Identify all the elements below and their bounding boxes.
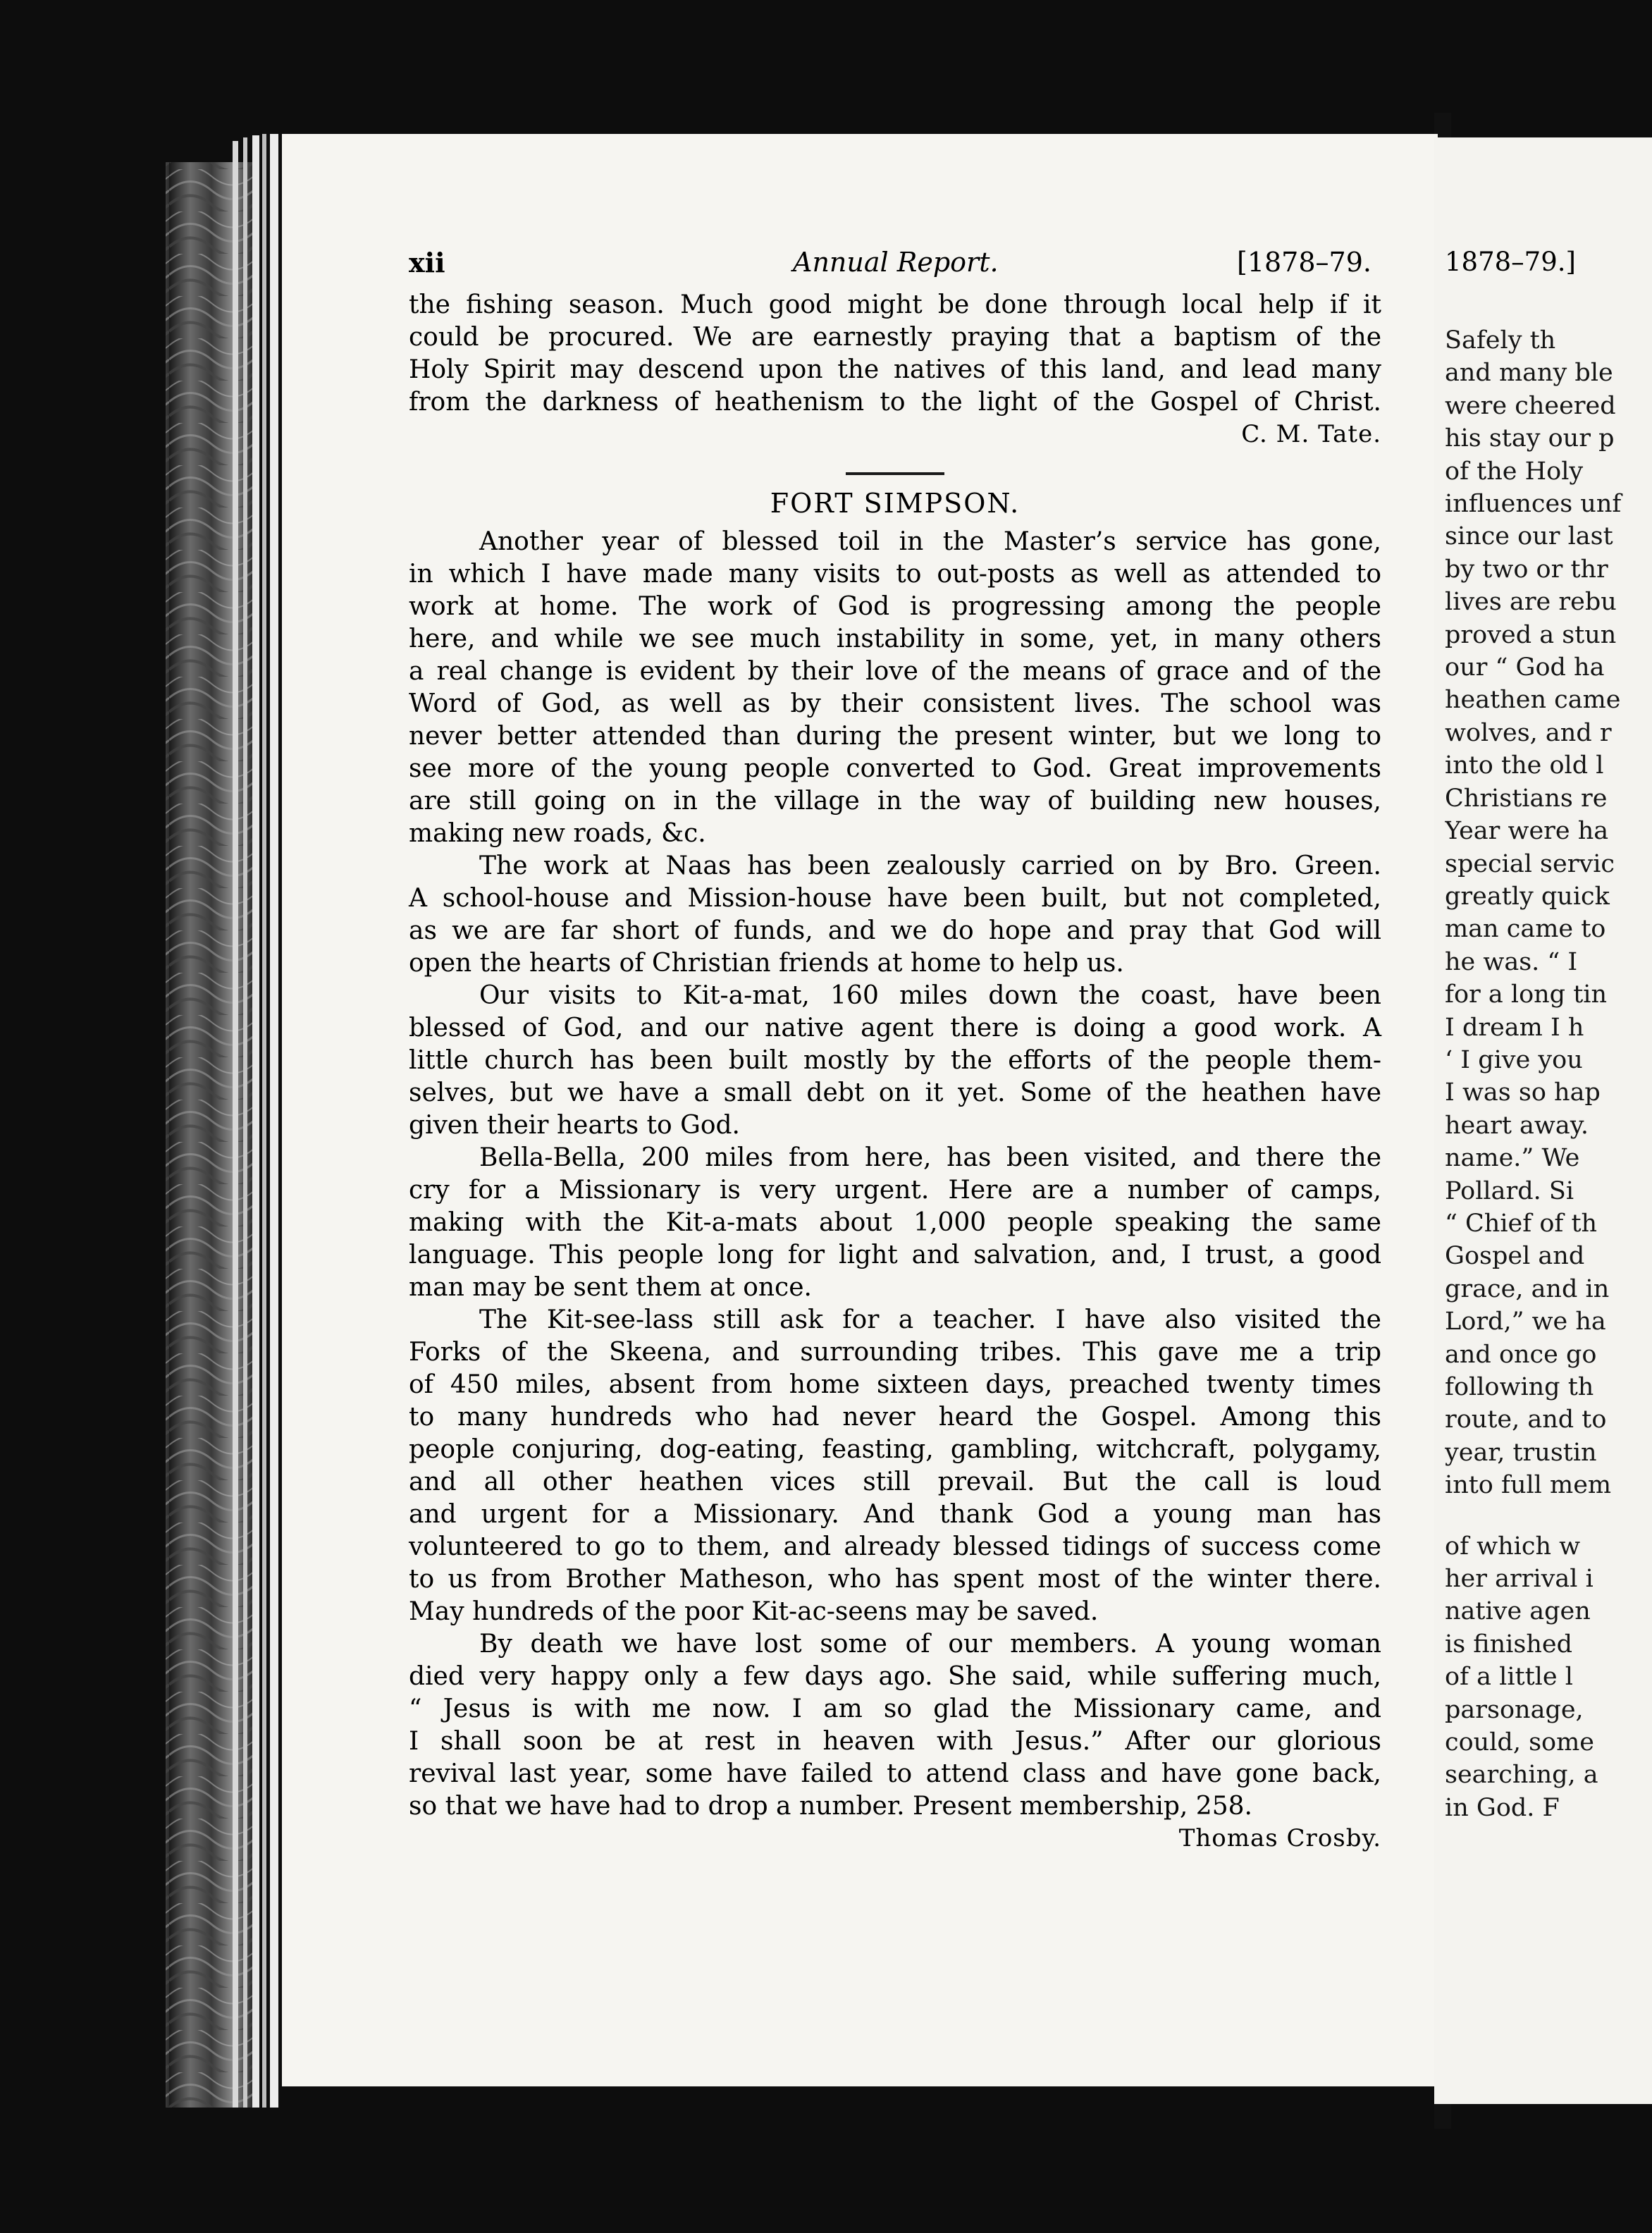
text-line: “ Jesus is with me now. I am so glad the Missionary came, and	[409, 1694, 1381, 1723]
signature-tate: C. M. Tate.	[1241, 420, 1381, 448]
paragraph-4	[409, 1142, 1381, 1304]
text-line: see more of the young people converted to God. Great improvements	[409, 754, 1381, 783]
text-line-fragment: native agen	[1445, 1597, 1591, 1626]
right-page-block-2	[1445, 1530, 1652, 1825]
header-year: [1878–79.	[1237, 247, 1371, 278]
text-line: language. This people long for light and salvation, and, I trust, a good	[409, 1241, 1381, 1269]
text-line: Word of God, as well as by their consistent lives. The school was	[409, 689, 1381, 718]
text-line-fragment: proved a stun	[1445, 620, 1617, 649]
text-line: Holy Spirit may descend upon the natives of this land, and lead many	[409, 355, 1381, 384]
text-line-fragment: into the old l	[1445, 751, 1604, 780]
text-line-fragment: influences unf	[1445, 490, 1622, 519]
text-line-fragment: year, trustin	[1445, 1438, 1597, 1467]
right-page-block-1	[1445, 324, 1652, 1502]
text-line-fragment: Year were ha	[1445, 817, 1609, 846]
text-line: to us from Brother Matheson, who has spent most of the winter there.	[409, 1565, 1381, 1594]
text-line-fragment: I was so hap	[1445, 1078, 1601, 1107]
text-line-fragment: of a little l	[1445, 1663, 1573, 1692]
text-line: so that we have had to drop a number. Present membership, 258.	[409, 1792, 1252, 1821]
text-line: given their hearts to God.	[409, 1111, 741, 1140]
text-line-fragment: searching, a	[1445, 1761, 1598, 1790]
text-line-fragment: I dream I h	[1445, 1013, 1584, 1042]
text-line-fragment: his stay our p	[1445, 424, 1615, 453]
right-page-content	[1445, 247, 1652, 1824]
text-line-fragment: “ Chief of th	[1445, 1209, 1598, 1238]
text-line: are still going on in the village in the way of building new houses,	[409, 787, 1381, 816]
text-line-fragment: and once go	[1445, 1340, 1597, 1369]
text-line-fragment: of which w	[1445, 1532, 1581, 1561]
text-line: The work at Naas has been zealously carried on by Bro. Green.	[479, 851, 1381, 880]
text-line: Another year of blessed toil in the Master’s service has gone,	[479, 527, 1381, 556]
text-line: died very happy only a few days ago. She said, while suffering much,	[409, 1662, 1381, 1691]
text-line-fragment: lives are rebu	[1445, 588, 1617, 617]
text-line: blessed of God, and our native agent there is doing a good work. A	[409, 1014, 1381, 1042]
text-line: a real change is evident by their love of the means of grace and of the	[409, 657, 1381, 686]
text-line-fragment: by two or thr	[1445, 555, 1608, 584]
text-line: cry for a Missionary is very urgent. Here are a number of camps,	[409, 1176, 1381, 1205]
text-line-fragment: man came to	[1445, 915, 1606, 944]
text-line: By death we have lost some of our members. A young woman	[479, 1630, 1381, 1659]
text-line: people conjuring, dog-eating, feasting, gambling, witchcraft, polygamy,	[409, 1435, 1381, 1464]
text-line: never better attended than during the present winter, but we long to	[409, 722, 1381, 751]
text-line: I shall soon be at rest in heaven with Jesus.” After our glorious	[409, 1727, 1381, 1756]
text-line-fragment: is finished	[1445, 1630, 1572, 1659]
paragraph-3	[409, 980, 1381, 1142]
text-line-fragment: ‘ I give you	[1445, 1045, 1583, 1074]
text-line-fragment: grace, and in	[1445, 1274, 1610, 1303]
text-line: little church has been built mostly by the efforts of the people them-	[409, 1046, 1381, 1075]
text-line: in which I have made many visits to out-posts as well as attended to	[409, 560, 1381, 589]
right-page-header: 1878–79.]	[1445, 247, 1576, 277]
text-line-fragment: Safely th	[1445, 326, 1556, 355]
text-line-fragment: name.” We	[1445, 1144, 1580, 1173]
text-line: Forks of the Skeena, and surrounding tribes. This gave me a trip	[409, 1338, 1381, 1367]
text-line: selves, but we have a small debt on it yet. Some of the heathen have	[409, 1078, 1381, 1107]
text-line: could be procured. We are earnestly praying that a baptism of the	[409, 323, 1381, 352]
paragraph-6	[409, 1628, 1381, 1823]
left-page-content	[409, 247, 1381, 1852]
text-line: as we are far short of funds, and we do hope and pray that God will	[409, 916, 1381, 945]
text-line: and all other heathen vices still prevail. But the call is loud	[409, 1468, 1381, 1496]
text-line-fragment: since our last	[1445, 522, 1613, 551]
page-header	[409, 247, 1381, 289]
text-line: man may be sent them at once.	[409, 1273, 812, 1302]
page-number: xii	[409, 247, 445, 278]
text-line: making new roads, &c.	[409, 819, 706, 848]
text-line: from the darkness of heathenism to the light of the Gospel of Christ.	[409, 388, 1381, 417]
text-line-fragment: for a long tin	[1445, 980, 1608, 1009]
running-title: Annual Report.	[793, 247, 999, 278]
text-line-fragment: were cheered	[1445, 391, 1616, 420]
text-line: revival last year, some have failed to attend class and have gone back,	[409, 1759, 1381, 1788]
paragraph-5	[409, 1304, 1381, 1628]
text-line-fragment: special servic	[1445, 849, 1615, 878]
text-line: A school-house and Mission-house have been built, but not completed,	[409, 884, 1381, 913]
text-line: The Kit-see-lass still ask for a teacher. I have also visited the	[479, 1305, 1381, 1334]
text-line-fragment: following th	[1445, 1373, 1594, 1401]
text-line-fragment: of the Holy	[1445, 457, 1584, 486]
text-line: Bella-Bella, 200 miles from here, has been visited, and there the	[479, 1143, 1381, 1172]
text-line-fragment: and many ble	[1445, 359, 1613, 388]
text-line-fragment: Lord,” we ha	[1445, 1308, 1606, 1336]
text-line: May hundreds of the poor Kit-ac-seens may be saved.	[409, 1597, 1099, 1626]
text-line-fragment: our “ God ha	[1445, 653, 1605, 682]
text-line: work at home. The work of God is progressing among the people	[409, 592, 1381, 621]
signature-crosby: Thomas Crosby.	[1178, 1824, 1381, 1852]
paragraph-1	[409, 526, 1381, 850]
text-line-fragment: could, some	[1445, 1728, 1594, 1757]
text-line-fragment: route, and to	[1445, 1405, 1607, 1434]
text-line-fragment: parsonage,	[1445, 1695, 1584, 1724]
text-line-fragment: wolves, and r	[1445, 718, 1612, 747]
text-line-fragment: heathen came	[1445, 686, 1621, 715]
text-line: here, and while we see much instability in some, yet, in many others	[409, 625, 1381, 653]
text-line-fragment: in God. F	[1445, 1793, 1560, 1822]
section-divider	[846, 472, 944, 475]
text-line-fragment: Gospel and	[1445, 1242, 1585, 1271]
text-line-fragment: he was. “ I	[1445, 947, 1578, 976]
text-line: the fishing season. Much good might be done through local help if it	[409, 290, 1381, 319]
text-line: volunteered to go to them, and already blessed tidings of success come	[409, 1532, 1381, 1561]
text-line: of 450 miles, absent from home sixteen days, preached twenty times	[409, 1370, 1381, 1399]
text-line: making with the Kit-a-mats about 1,000 people speaking the same	[409, 1208, 1381, 1237]
text-line-fragment: Pollard. Si	[1445, 1176, 1574, 1205]
text-line-fragment: into full mem	[1445, 1471, 1612, 1500]
text-line-fragment: Christians re	[1445, 784, 1608, 813]
section-title: FORT SIMPSON.	[770, 488, 1021, 519]
text-line: open the hearts of Christian friends at home to help us.	[409, 949, 1124, 978]
text-line: to many hundreds who had never heard the Gospel. Among this	[409, 1403, 1381, 1432]
text-line: and urgent for a Missionary. And thank God a young man has	[409, 1500, 1381, 1529]
text-line-fragment: heart away.	[1445, 1111, 1589, 1140]
paragraph-gap	[1445, 1502, 1652, 1530]
text-line-fragment: her arrival i	[1445, 1565, 1594, 1594]
continuation-paragraph	[409, 289, 1381, 419]
text-line: Our visits to Kit-a-mat, 160 miles down the coast, have been	[479, 981, 1381, 1010]
text-line-fragment: greatly quick	[1445, 882, 1610, 911]
paragraph-2	[409, 850, 1381, 980]
